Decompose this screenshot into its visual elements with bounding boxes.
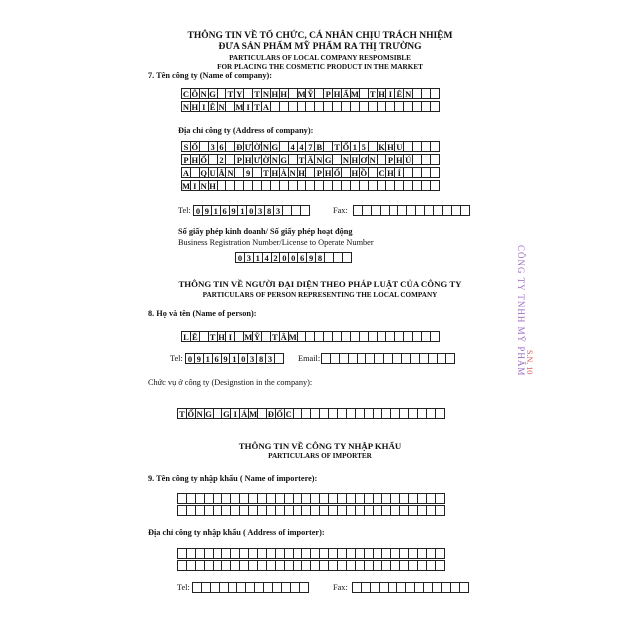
grid-cell[interactable]: [299, 582, 309, 593]
grid-cell[interactable]: 0: [238, 353, 248, 364]
grid-cell[interactable]: 7: [305, 141, 315, 152]
section-title-local-company: THÔNG TIN VỀ TỔ CHỨC, CÁ NHÂN CHỊU TRÁCH NHIỆM: [187, 31, 453, 41]
grid-cell[interactable]: N: [200, 181, 207, 191]
grid-cell[interactable]: G: [280, 155, 288, 165]
importer-tel-label: Tel:: [177, 583, 190, 592]
grid-cell[interactable]: Đ: [236, 142, 243, 152]
grid-cell[interactable]: Y: [236, 89, 243, 99]
license-label-vn: Số giấy phép kinh doanh/ Số giấy phép hoạt động: [178, 227, 353, 236]
grid-cell[interactable]: H: [280, 89, 288, 99]
grid-cell[interactable]: 3: [273, 205, 283, 216]
importer-address-label: Địa chỉ công ty nhập khẩu ( Address of importer):: [148, 528, 325, 537]
grid-cell[interactable]: [435, 560, 445, 571]
position-label: Chức vụ ở công ty (Designstion in the company):: [148, 378, 313, 387]
grid-cell[interactable]: 0: [185, 353, 195, 364]
company-address-label: Địa chỉ công ty (Address of company):: [178, 126, 314, 135]
grid-cell[interactable]: À: [280, 168, 287, 178]
importer-fax-grid[interactable]: [352, 582, 468, 593]
person-email-label: Email:: [298, 354, 321, 363]
grid-cell[interactable]: [274, 353, 284, 364]
grid-cell[interactable]: H: [244, 155, 252, 165]
grid-cell[interactable]: M: [297, 89, 306, 99]
grid-cell[interactable]: N: [405, 89, 412, 99]
grid-cell[interactable]: N: [342, 155, 350, 165]
grid-cell[interactable]: T: [368, 88, 378, 99]
grid-cell[interactable]: T: [332, 141, 342, 152]
grid-cell[interactable]: Â: [280, 332, 287, 342]
company-name-label: 7. Tên công ty (Name of company):: [148, 71, 273, 80]
grid-cell[interactable]: Ố: [200, 155, 208, 165]
grid-cell[interactable]: H: [333, 89, 341, 99]
grid-cell[interactable]: H: [378, 89, 385, 99]
grid-cell[interactable]: H: [271, 168, 279, 178]
company-tel-label: Tel:: [178, 206, 191, 215]
address-line2-grid[interactable]: [181, 154, 439, 165]
grid-cell[interactable]: T: [252, 88, 262, 99]
grid-cell[interactable]: C: [182, 89, 190, 99]
grid-cell[interactable]: [430, 180, 440, 191]
grid-cell[interactable]: [430, 101, 440, 112]
grid-cell[interactable]: 1: [350, 141, 360, 152]
grid-cell[interactable]: N: [200, 89, 207, 99]
grid-cell[interactable]: 8: [256, 353, 266, 364]
grid-cell[interactable]: N: [196, 409, 203, 419]
grid-cell[interactable]: [430, 331, 440, 342]
grid-cell[interactable]: [430, 141, 440, 152]
grid-cell[interactable]: N: [218, 102, 225, 112]
grid-cell[interactable]: 3: [208, 141, 218, 152]
grid-cell[interactable]: 4: [262, 252, 272, 263]
grid-cell[interactable]: H: [387, 142, 394, 152]
grid-cell[interactable]: 1: [253, 252, 263, 263]
grid-cell[interactable]: [342, 252, 352, 263]
grid-cell[interactable]: [459, 582, 469, 593]
grid-cell[interactable]: Ê: [208, 101, 218, 112]
grid-cell[interactable]: Q: [200, 168, 208, 178]
grid-cell[interactable]: T: [270, 331, 280, 342]
grid-cell[interactable]: A: [182, 168, 190, 178]
grid-cell[interactable]: G: [271, 142, 279, 152]
grid-cell[interactable]: [435, 548, 445, 559]
importer-address-line1-grid[interactable]: [177, 548, 444, 559]
grid-cell[interactable]: 9: [306, 252, 316, 263]
importer-name-line1-grid[interactable]: [177, 493, 444, 504]
grid-cell[interactable]: 2: [271, 252, 281, 263]
grid-cell[interactable]: Ê: [190, 331, 200, 342]
section-title-importer: THÔNG TIN VỀ CÔNG TY NHẬP KHẨU: [238, 441, 402, 451]
grid-cell[interactable]: P: [323, 88, 333, 99]
grid-cell[interactable]: H: [324, 168, 332, 178]
grid-cell[interactable]: 0: [246, 205, 256, 216]
grid-cell[interactable]: M: [350, 89, 359, 99]
grid-cell[interactable]: Đ: [267, 409, 274, 419]
license-label-en: Business Registration Number/License to Operate Number: [178, 238, 374, 247]
grid-cell[interactable]: P: [385, 154, 395, 165]
grid-cell[interactable]: Ú: [405, 155, 412, 165]
grid-cell[interactable]: 9: [202, 205, 212, 216]
grid-cell[interactable]: [435, 408, 445, 419]
grid-cell[interactable]: U: [209, 168, 216, 178]
grid-cell[interactable]: T: [177, 408, 187, 419]
importer-name-line2-grid[interactable]: [177, 505, 444, 516]
grid-cell[interactable]: Ỹ: [254, 332, 261, 342]
grid-cell[interactable]: T: [261, 167, 271, 178]
grid-cell[interactable]: 3: [247, 353, 257, 364]
importer-address-line2-grid[interactable]: [177, 560, 444, 571]
grid-cell[interactable]: Ơ: [360, 155, 368, 165]
grid-cell[interactable]: N: [369, 155, 376, 165]
grid-cell[interactable]: I: [385, 88, 395, 99]
grid-cell[interactable]: C: [378, 168, 385, 178]
address-line4-grid[interactable]: [181, 180, 439, 191]
grid-cell[interactable]: G: [223, 409, 230, 419]
grid-cell[interactable]: 9: [229, 205, 239, 216]
grid-cell[interactable]: A: [262, 102, 270, 112]
grid-cell[interactable]: M: [244, 332, 253, 342]
grid-cell[interactable]: Ỹ: [307, 89, 314, 99]
position-grid[interactable]: [177, 408, 444, 419]
grid-cell[interactable]: Ă: [307, 155, 314, 165]
grid-cell[interactable]: Ờ: [262, 155, 270, 165]
grid-cell[interactable]: G: [209, 89, 216, 99]
grid-cell[interactable]: H: [298, 168, 305, 178]
importer-fax-label: Fax:: [333, 583, 348, 592]
grid-cell[interactable]: [445, 353, 455, 364]
grid-cell[interactable]: [430, 88, 440, 99]
grid-cell[interactable]: Ố: [191, 142, 199, 152]
grid-cell[interactable]: Ư: [253, 155, 261, 165]
grid-cell[interactable]: Ị: [225, 331, 235, 342]
grid-cell[interactable]: G: [324, 155, 332, 165]
grid-cell[interactable]: [430, 154, 440, 165]
grid-cell[interactable]: T: [225, 88, 235, 99]
grid-cell[interactable]: 6: [217, 141, 227, 152]
grid-cell[interactable]: 1: [203, 353, 213, 364]
company-tel-grid[interactable]: [193, 205, 309, 216]
grid-cell[interactable]: T: [252, 101, 262, 112]
grid-cell[interactable]: N: [271, 155, 278, 165]
grid-cell[interactable]: Á: [241, 409, 248, 419]
grid-cell[interactable]: 6: [297, 252, 307, 263]
grid-cell[interactable]: I: [230, 408, 240, 419]
person-tel-grid[interactable]: [185, 353, 283, 364]
grid-cell[interactable]: Ồ: [360, 168, 368, 178]
grid-cell[interactable]: 3: [244, 252, 254, 263]
grid-cell[interactable]: [300, 205, 310, 216]
grid-cell[interactable]: M: [249, 409, 258, 419]
grid-cell[interactable]: Ậ: [218, 168, 225, 178]
grid-cell[interactable]: Ờ: [253, 142, 261, 152]
grid-cell[interactable]: L: [181, 331, 191, 342]
grid-cell[interactable]: 1: [211, 205, 221, 216]
section-title-local-company-2: ĐƯA SẢN PHẨM MỸ PHẨM RA THỊ TRƯỜNG: [218, 42, 422, 52]
grid-cell[interactable]: N: [262, 89, 270, 99]
grid-cell[interactable]: 1: [237, 205, 247, 216]
address-line1-grid[interactable]: [181, 141, 439, 152]
grid-cell[interactable]: Ố: [276, 409, 284, 419]
grid-cell[interactable]: 3: [255, 205, 265, 216]
company-fax-label: Fax:: [333, 206, 348, 215]
grid-cell[interactable]: I: [243, 101, 253, 112]
grid-cell[interactable]: G: [205, 409, 212, 419]
grid-cell[interactable]: 0: [288, 252, 298, 263]
grid-cell[interactable]: P: [314, 167, 324, 178]
grid-cell[interactable]: 6: [212, 353, 222, 364]
grid-cell[interactable]: 1: [229, 353, 239, 364]
company-fax-grid[interactable]: [353, 205, 469, 216]
grid-cell[interactable]: M: [235, 102, 244, 112]
grid-cell[interactable]: 9: [243, 167, 253, 178]
grid-cell[interactable]: H: [351, 155, 359, 165]
person-name-grid[interactable]: [181, 331, 439, 342]
grid-cell[interactable]: Ổ: [187, 409, 195, 419]
grid-cell[interactable]: [435, 493, 445, 504]
grid-cell[interactable]: K: [378, 142, 385, 152]
grid-cell[interactable]: H: [271, 89, 279, 99]
grid-cell[interactable]: I: [199, 101, 209, 112]
grid-cell[interactable]: Ẩ: [342, 89, 350, 99]
grid-cell[interactable]: N: [227, 168, 234, 178]
person-email-grid[interactable]: [321, 353, 454, 364]
section-title-representative: THÔNG TIN VỀ NGƯỜI ĐẠI DIỆN THEO PHÁP LUẬT CỦA CÔNG TY: [178, 279, 462, 289]
address-line3-grid[interactable]: [181, 167, 439, 178]
grid-cell[interactable]: 3: [265, 353, 275, 364]
person-name-label: 8. Họ và tên (Name of person):: [148, 309, 257, 318]
grid-cell[interactable]: H: [396, 155, 403, 165]
grid-cell[interactable]: M: [288, 332, 297, 342]
grid-cell[interactable]: N: [262, 142, 270, 152]
grid-cell[interactable]: B: [314, 141, 324, 152]
grid-cell[interactable]: N: [289, 168, 296, 178]
section-subtitle-representative: PARTICULARS OF PERSON REPRESENTING THE LOCAL COMPANY: [202, 291, 438, 299]
grid-cell[interactable]: Ư: [244, 142, 252, 152]
grid-cell[interactable]: H: [191, 102, 199, 112]
grid-cell[interactable]: 0: [279, 252, 289, 263]
grid-cell[interactable]: [435, 505, 445, 516]
grid-cell[interactable]: U: [396, 142, 403, 152]
grid-cell[interactable]: N: [182, 102, 190, 112]
grid-cell[interactable]: C: [285, 409, 292, 419]
license-number-grid[interactable]: [235, 252, 351, 263]
grid-cell[interactable]: H: [209, 181, 216, 191]
grid-cell[interactable]: Ố: [333, 168, 341, 178]
grid-cell[interactable]: Í: [394, 167, 404, 178]
grid-cell[interactable]: H: [351, 168, 359, 178]
grid-cell[interactable]: 8: [264, 205, 274, 216]
company-stamp-side: CÔNG TY TNHH MỸ PHẨM: [516, 245, 526, 377]
grid-cell[interactable]: 9: [194, 353, 204, 364]
red-stamp-mark: S.N. 10: [525, 350, 534, 375]
grid-cell[interactable]: 8: [315, 252, 325, 263]
grid-cell[interactable]: 4: [288, 141, 298, 152]
grid-cell[interactable]: [430, 167, 440, 178]
grid-cell[interactable]: 9: [221, 353, 231, 364]
grid-cell[interactable]: Ổ: [342, 142, 350, 152]
section-subtitle-en: PARTICULARS OF LOCAL COMPANY RESPOMSIBLE: [229, 54, 411, 62]
section-subtitle-en-2: FOR PLACING THE COSMETIC PRODUCT IN THE MARKET: [217, 63, 423, 71]
grid-cell[interactable]: 0: [235, 252, 245, 263]
grid-cell[interactable]: T: [297, 154, 307, 165]
grid-cell[interactable]: I: [190, 180, 200, 191]
grid-cell[interactable]: 5: [359, 141, 369, 152]
grid-cell[interactable]: 6: [220, 205, 230, 216]
grid-cell[interactable]: H: [218, 332, 225, 342]
grid-cell[interactable]: S: [181, 141, 191, 152]
grid-cell[interactable]: P: [181, 154, 191, 165]
grid-cell[interactable]: H: [387, 168, 394, 178]
grid-cell[interactable]: 4: [297, 141, 307, 152]
importer-name-label: 9. Tên công ty nhập khẩu ( Name of importere):: [148, 474, 318, 483]
company-name-line2-grid[interactable]: [181, 101, 439, 112]
grid-cell[interactable]: N: [316, 155, 323, 165]
company-name-line1-grid[interactable]: [181, 88, 439, 99]
grid-cell[interactable]: [460, 205, 470, 216]
grid-cell[interactable]: 0: [193, 205, 203, 216]
grid-cell[interactable]: 2: [217, 154, 227, 165]
grid-cell[interactable]: T: [208, 331, 218, 342]
person-tel-label: Tel:: [170, 354, 183, 363]
importer-tel-grid[interactable]: [192, 582, 308, 593]
section-subtitle-importer: PARTICULARS OF IMPORTER: [268, 452, 372, 460]
grid-cell[interactable]: Ô: [191, 89, 199, 99]
grid-cell[interactable]: P: [234, 154, 244, 165]
grid-cell[interactable]: M: [182, 181, 191, 191]
grid-cell[interactable]: H: [191, 155, 199, 165]
grid-cell[interactable]: Ê: [394, 88, 404, 99]
